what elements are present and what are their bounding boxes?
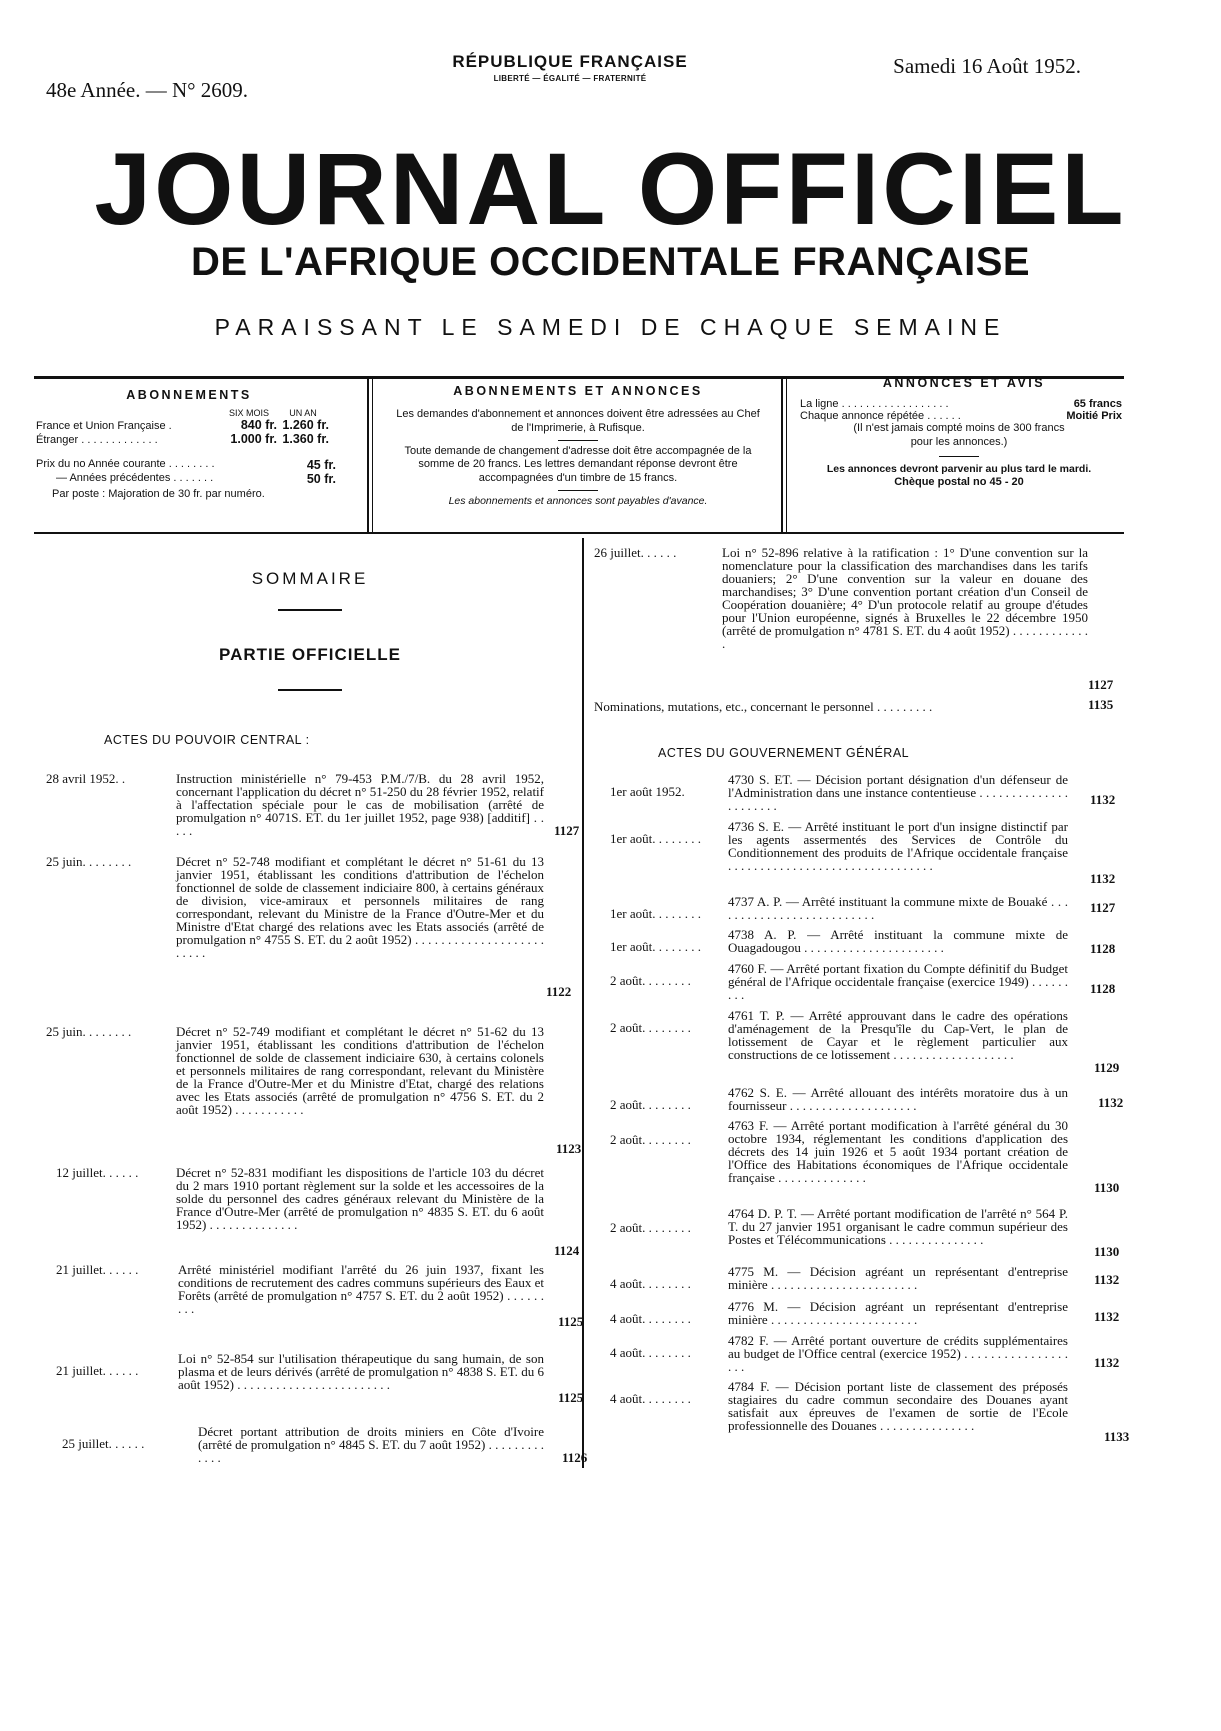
entry-page: 1130 bbox=[1094, 1244, 1120, 1259]
entry-page: 1132 bbox=[1094, 1272, 1120, 1287]
entry-text: 4775 M. — Décision agréant un représentant d'entreprise minière . . . . . . . . . . . . . . . . . . . . . . . bbox=[728, 1264, 1068, 1292]
col-six-mois: SIX MOIS bbox=[228, 408, 269, 418]
sommaire-rule bbox=[278, 609, 342, 611]
republic-header bbox=[420, 52, 720, 83]
entry-date: 2 août. . . . . . . . bbox=[610, 973, 691, 988]
entry-page: 1128 bbox=[1090, 981, 1116, 996]
entry-date: 26 juillet. . . . . . bbox=[594, 545, 677, 560]
entry-text: Décret portant attribution de droits miniers en Côte d'Ivoire (arrêté de promulgation n° 4845 S. ET. du 7 août 1952) . . . . . . . . . . . . . bbox=[198, 1424, 544, 1465]
abonnements-heading: ABONNEMENTS bbox=[126, 388, 252, 402]
prix-precedentes-value: 50 fr. bbox=[306, 472, 336, 486]
annonces-box bbox=[796, 376, 1122, 489]
entry-date: 21 juillet. . . . . . bbox=[56, 1262, 139, 1277]
entry-page: 1132 bbox=[1094, 1309, 1120, 1324]
row-label-etranger: Étranger . . . . . . . . . . . . . bbox=[36, 434, 158, 446]
entry-text: Loi n° 52-896 relative à la ratification : 1° D'une convention sur la nomenclature pour la classification des marchandises dans les tarifs douaniers; 2° D'une convention sur la valeur en douane des marchandises; 3° D'une convention portant création d'un Conseil de Coopération douanière; 4° D'un protocole relatif au groupe d'études pour l'Union européenne, signés à Bruxelles le 22 décembre 1950 (arrêté de promulgation n° 4781 S. ET. du 4 août 1952) . . . . . . . . . . . . . bbox=[722, 545, 1088, 651]
entry-date: 1er août. . . . . . . . bbox=[610, 939, 701, 954]
col-un-an: UN AN bbox=[289, 408, 317, 418]
republic-label: RÉPUBLIQUE FRANÇAISE bbox=[452, 52, 688, 71]
price-etranger-six: 1.000 fr. bbox=[230, 432, 277, 446]
entry-text: 4782 F. — Arrêté portant ouverture de crédits supplémentaires au budget de l'Office central (exercice 1952) . . . . . . . . . . . . . . . . . . . bbox=[728, 1333, 1068, 1374]
box-divider-1b bbox=[372, 376, 373, 532]
entry-page: 1127 bbox=[1088, 677, 1114, 692]
entry-date: 4 août. . . . . . . . bbox=[610, 1276, 691, 1291]
entry-page: 1130 bbox=[1094, 1180, 1120, 1195]
actes-gouvernement-heading: ACTES DU GOUVERNEMENT GÉNÉRAL bbox=[658, 746, 910, 760]
abonnements-annonces-p2: Toute demande de changement d'adresse doit être accompagnée de la somme de 20 francs. Les lettres demandant réponse devront être accompagnées d'un timbre de 15 francs. bbox=[404, 444, 752, 484]
entry-date: 25 juillet. . . . . . bbox=[62, 1436, 145, 1451]
nominations-page: 1135 bbox=[1088, 697, 1114, 712]
entry-date: 12 juillet. . . . . . bbox=[56, 1165, 139, 1180]
entry-date: 28 avril 1952. . bbox=[46, 771, 126, 786]
abonnements-box bbox=[36, 388, 362, 500]
journal-title: JOURNAL OFFICIEL bbox=[94, 132, 1127, 246]
issue-date: Samedi 16 Août 1952. bbox=[893, 54, 1081, 78]
entry-date: 1er août. . . . . . . . bbox=[610, 906, 701, 921]
entry-page: 1125 bbox=[558, 1390, 584, 1405]
box-bottom-rule bbox=[34, 532, 1124, 534]
entry-page: 1132 bbox=[1090, 792, 1116, 807]
entry-date: 2 août. . . . . . . . bbox=[610, 1020, 691, 1035]
entry-text: Instruction ministérielle n° 79-453 P.M./7/B. du 28 avril 1952, concernant l'application du décret n° 51-250 du 28 février 1952, relatif à l'affectation spéciale pour le cas de mobilisation (arrêté de promulgation n° 4071S. ET. du 1er juillet 1952, page 938) [additif] . . . . . bbox=[176, 771, 544, 838]
abonnements-annonces-p1: Les demandes d'abonnement et annonces doivent être adressées au Chef de l'Imprimerie, à Rufisque. bbox=[396, 408, 760, 434]
issue-number: 48e Année. — N° 2609. bbox=[46, 78, 249, 102]
entry-page: 1124 bbox=[554, 1243, 580, 1258]
abonnements-annonces-box bbox=[380, 382, 776, 507]
partie-rule bbox=[278, 689, 342, 691]
entry-date: 4 août. . . . . . . . bbox=[610, 1311, 691, 1326]
entry-date: 2 août. . . . . . . . bbox=[610, 1132, 691, 1147]
entry-page: 1132 bbox=[1094, 1355, 1120, 1370]
entry-date: 4 août. . . . . . . . bbox=[610, 1391, 691, 1406]
price-france-six: 840 fr. bbox=[240, 418, 277, 432]
entry-date: 2 août. . . . . . . . bbox=[610, 1097, 691, 1112]
entry-page: 1128 bbox=[1090, 941, 1116, 956]
price-france-an: 1.260 fr. bbox=[282, 418, 329, 432]
box-divider-2b bbox=[786, 376, 787, 532]
entry-text: 4738 A. P. — Arrêté instituant la commune mixte de Ouagadougou . . . . . . . . . . . . . . . . . . . . . . bbox=[728, 927, 1068, 955]
annonce-ligne-value: 65 francs bbox=[1073, 398, 1122, 410]
entry-page: 1133 bbox=[1104, 1429, 1130, 1444]
prix-courante-label: Prix du no Année courante . . . . . . . . bbox=[36, 458, 215, 470]
entry-date: 25 juin. . . . . . . . bbox=[46, 1024, 132, 1039]
nominations-text: Nominations, mutations, etc., concernant le personnel . . . . . . . . . bbox=[594, 699, 933, 714]
entry-date: 25 juin. . . . . . . . bbox=[46, 854, 132, 869]
entry-page: 1126 bbox=[562, 1450, 588, 1465]
short-divider bbox=[558, 440, 598, 441]
entry-page: 1123 bbox=[556, 1141, 582, 1156]
journal-tagline: PARAISSANT LE SAMEDI DE CHAQUE SEMAINE bbox=[214, 314, 1007, 340]
row-label-france: France et Union Française . bbox=[36, 420, 172, 432]
short-divider bbox=[939, 456, 979, 457]
entry-text: 4784 F. — Décision portant liste de classement des préposés stagiaires du cadre commun secondaire des Douanes ayant satisfait aux épreuves de l'examen de sortie de l'Ecole professionnelle des Douanes . . . . . . . . . . . . . . . bbox=[728, 1379, 1068, 1433]
price-etranger-an: 1.360 fr. bbox=[282, 432, 329, 446]
republic-motto: LIBERTÉ — ÉGALITÉ — FRATERNITÉ bbox=[493, 74, 647, 83]
annonce-ligne-label: La ligne . . . . . . . . . . . . . . . . . . bbox=[800, 398, 949, 410]
entry-page: 1127 bbox=[1090, 900, 1116, 915]
abonnements-price-table bbox=[36, 408, 362, 446]
entry-date: 4 août. . . . . . . . bbox=[610, 1345, 691, 1360]
entry-date: 21 juillet. . . . . . bbox=[56, 1363, 139, 1378]
abonnements-annonces-heading: ABONNEMENTS ET ANNONCES bbox=[453, 384, 703, 398]
journal-subtitle: DE L'AFRIQUE OCCIDENTALE FRANÇAISE bbox=[190, 240, 1031, 284]
entry-page: 1132 bbox=[1098, 1095, 1124, 1110]
annonce-repetee-label: Chaque annonce répétée . . . . . . bbox=[800, 410, 961, 422]
poste-majoration: Par poste : Majoration de 30 fr. par numéro. bbox=[52, 488, 265, 500]
entry-text: 4730 S. ET. — Décision portant désignation d'un défenseur de l'Administration dans une instance contentieuse . . . . . . . . . . . . . . . . . . . . . . bbox=[728, 772, 1068, 813]
box-divider-2 bbox=[781, 376, 783, 532]
entry-date: 2 août. . . . . . . . bbox=[610, 1220, 691, 1235]
sommaire-heading: SOMMAIRE bbox=[251, 569, 369, 588]
entry-page: 1122 bbox=[546, 984, 572, 999]
entry-text: 4761 T. P. — Arrêté approuvant dans le cadre des opérations d'aménagement de la Presqu'île du Cap-Vert, le plan de lotissement de Cayar et le règlement particulier aux constructions de ce lotissement . . . . . . . . . . . . . . . . . . . bbox=[728, 1008, 1068, 1062]
entry-page: 1127 bbox=[554, 823, 580, 838]
entry-text: 4764 D. P. T. — Arrêté portant modification de l'arrêté n° 564 P. T. du 27 janvier 1951 organisant le cadre commun supérieur des Postes et Télécommunications . . . . . . . . . . . . . . . bbox=[728, 1206, 1068, 1247]
annonces-heading: ANNONCES ET AVIS bbox=[882, 376, 1046, 390]
short-divider bbox=[558, 490, 598, 491]
annonce-repetee-row bbox=[796, 410, 1122, 422]
box-divider-1 bbox=[367, 376, 369, 532]
prix-numero-table bbox=[36, 458, 362, 486]
entry-text: 4762 S. E. — Arrêté allouant des intérêts moratoire dus à un fournisseur . . . . . . . . . . . . . . . . . . . . bbox=[728, 1085, 1068, 1113]
entry-date: 1er août 1952. bbox=[610, 784, 685, 799]
partie-officielle-heading: PARTIE OFFICIELLE bbox=[219, 645, 401, 664]
abonnements-annonces-p3: Les abonnements et annonces sont payables d'avance. bbox=[448, 494, 708, 507]
annonce-note: (Il n'est jamais compté moins de 300 francs pour les annonces.) bbox=[853, 422, 1065, 448]
entry-text: 4737 A. P. — Arrêté instituant la commune mixte de Bouaké . . . . . . . . . . . . . . . . . . . . . . . . . . bbox=[728, 894, 1068, 922]
entry-text: 4736 S. E. — Arrêté instituant le port d'un insigne distinctif par les agents assermentés des Services de Contrôle du Conditionnement des produits de l'Afrique occidentale française . . . . . . . . . . . . . . . . . . . . . . . . . . . . . . . . bbox=[728, 819, 1068, 873]
entry-date: 1er août. . . . . . . . bbox=[610, 831, 701, 846]
entry-text: 4776 M. — Décision agréant un représentant d'entreprise minière . . . . . . . . . . . . . . . . . . . . . . . bbox=[728, 1299, 1068, 1327]
entry-text: 4763 F. — Arrêté portant modification à l'arrêté général du 30 octobre 1934, réglementant les conditions d'application des décrets des 14 juin 1926 et 5 août 1934 portant création de l'Office des Habitations économiques de l'Afrique occidentale française . . . . . . . . . . . . . . bbox=[728, 1118, 1068, 1185]
cheque-postal: Chèque postal no 45 - 20 bbox=[894, 475, 1024, 488]
annonce-ligne-row bbox=[796, 398, 1122, 410]
actes-pouvoir-central-heading: ACTES DU POUVOIR CENTRAL : bbox=[104, 733, 310, 747]
entry-text: 4760 F. — Arrêté portant fixation du Compte définitif du Budget général de l'Afrique occidentale française (exercice 1949) . . . . . . . . . bbox=[728, 961, 1068, 1002]
entry-text: Décret n° 52-749 modifiant et complétant le décret n° 51-62 du 13 janvier 1951, établissant les conditions d'attribution de l'échelon fonctionnel de solde de classement indiciaire 630, à certains colonels et personnels militaires de rang correspondant, relevant du Ministère de la France d'Outre-Mer et du Ministre d'Etat, chargé des relations avec les Etats associés (arrêté de promulgation n° 4756 S. ET. du 2 août 1952) . . . . . . . . . . . bbox=[176, 1024, 544, 1117]
entry-text: Loi n° 52-854 sur l'utilisation thérapeutique du sang humain, de son plasma et de leurs dérivés (arrêté de promulgation n° 4838 S. ET. du 6 août 1952) . . . . . . . . . . . . . . . . . . . . . . . . bbox=[178, 1351, 544, 1392]
entry-page: 1125 bbox=[558, 1314, 584, 1329]
entry-text: Décret n° 52-831 modifiant les dispositions de l'article 103 du décret du 2 mars 1910 portant règlement sur la solde et les accessoires de la solde du personnel des cadres généraux relevant du Ministère de la France d'Outre-Mer (arrêté de promulgation n° 4835 S. ET. du 6 août 1952) . . . . . . . . . . . . . . bbox=[176, 1165, 544, 1232]
annonce-delai: Les annonces devront parvenir au plus tard le mardi. bbox=[826, 462, 1092, 475]
entry-page: 1129 bbox=[1094, 1060, 1120, 1075]
prix-courante-value: 45 fr. bbox=[306, 458, 336, 472]
entry-page: 1132 bbox=[1090, 871, 1116, 886]
prix-precedentes-label: — Années précédentes . . . . . . . bbox=[56, 472, 214, 484]
annonce-repetee-value: Moitié Prix bbox=[1066, 410, 1122, 422]
entry-text: Décret n° 52-748 modifiant et complétant le décret n° 51-61 du 13 janvier 1951, établissant les conditions d'attribution de l'échelon fonctionnel de solde de classement indiciaire 800, à certains généraux de division, vice-amiraux et personnels militaires de rang correspondant, relevant du Ministre de la France d'Outre-Mer et du Ministre d'Etat chargé des relations avec les Etats associés (arrêté de promulgation n° 4755 S. ET. du 2 août 1952) . . . . . . . . . . . . . . . . . . . . . . . . . bbox=[176, 854, 544, 960]
entry-text: Arrêté ministériel modifiant l'arrêté du 26 juin 1937, fixant les conditions de recrutement des cadres communs supérieurs des Eaux et Forêts (arrêté de promulgation n° 4757 S. ET. du 2 août 1952) . . . . . . . . . bbox=[178, 1262, 544, 1316]
